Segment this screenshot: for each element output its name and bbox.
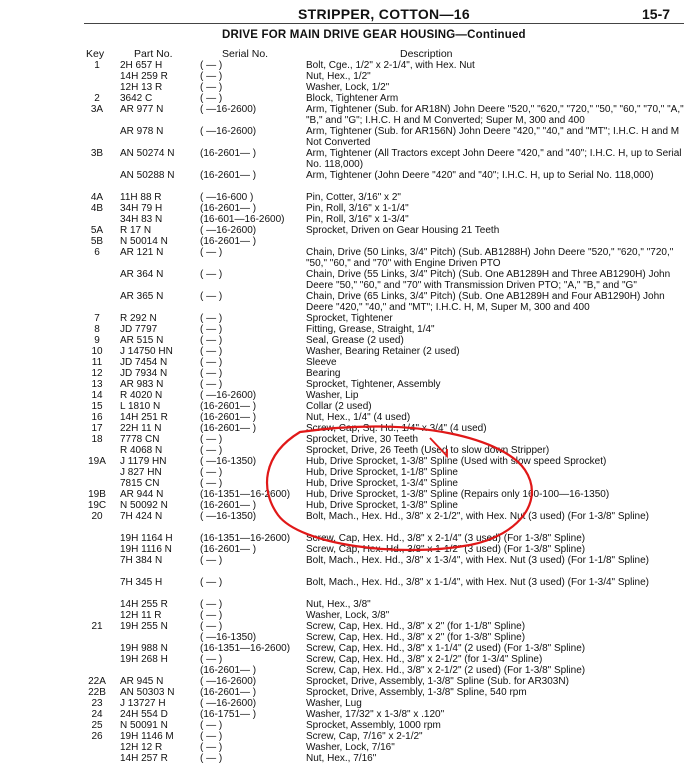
serial-number-cell: (16-1351—16-2600) xyxy=(200,533,291,544)
part-number-cell: 24H 554 D xyxy=(120,709,168,720)
table-row xyxy=(0,313,698,324)
part-number-cell: AN 50274 N xyxy=(120,148,175,159)
part-number-cell: AR 944 N xyxy=(120,489,164,500)
description-cell: Screw, Cap, Hex. Hd., 3/8" x 2-1/2" (2 used) (For 1-3/8" Spline) xyxy=(306,665,586,676)
serial-number-cell: (16-2601— ) xyxy=(200,236,257,247)
serial-number-cell: ( — ) xyxy=(200,368,223,379)
serial-number-cell: ( — ) xyxy=(200,313,223,324)
description-cell: Screw, Cap, 7/16" x 2-1/2" xyxy=(306,731,423,742)
serial-number-cell: ( — ) xyxy=(200,654,223,665)
table-row xyxy=(0,324,698,335)
description-cell: Pin, Roll, 3/16" x 1-1/4" xyxy=(306,203,409,214)
part-number-cell: JD 7454 N xyxy=(120,357,168,368)
key-cell: 4A xyxy=(90,192,104,203)
serial-number-cell: ( —16-2600) xyxy=(200,104,257,115)
description-cell: Sprocket, Driven on Gear Housing 21 Teeth xyxy=(306,225,500,236)
serial-number-cell: ( — ) xyxy=(200,71,223,82)
part-number-cell: L 1810 N xyxy=(120,401,161,412)
key-cell: 4B xyxy=(90,203,104,214)
table-row xyxy=(0,93,698,104)
part-number-cell: 14H 259 R xyxy=(120,71,168,82)
table-row xyxy=(0,577,698,599)
table-row xyxy=(0,225,698,236)
serial-number-cell: ( — ) xyxy=(200,247,223,258)
description-cell: Bolt, Mach., Hex. Hd., 3/8" x 1-3/4", with Hex. Nut (3 used) (For 1-1/8" Spline) xyxy=(306,555,650,566)
serial-number-cell: (16-2601— ) xyxy=(200,203,257,214)
description-cell: Screw, Cap, Sq. Hd., 1/4" x 3/4" (4 used) xyxy=(306,423,487,434)
description-cell: Washer, Bearing Retainer (2 used) xyxy=(306,346,460,357)
column-header-key: Key xyxy=(86,48,105,60)
part-number-cell: 34H 83 N xyxy=(120,214,163,225)
description-cell: Bolt, Mach., Hex. Hd., 3/8" x 1-1/4", with Hex. Nut (3 used) (For 1-3/4" Spline) xyxy=(306,577,650,588)
key-cell: 2 xyxy=(94,93,100,104)
part-number-cell: AR 365 N xyxy=(120,291,164,302)
part-number-cell: 11H 88 R xyxy=(120,192,162,203)
key-cell: 6 xyxy=(94,247,100,258)
part-number-cell: AR 978 N xyxy=(120,126,164,137)
serial-number-cell: ( —16-1350) xyxy=(200,632,257,643)
page-header xyxy=(0,4,698,24)
serial-number-cell: (16-2601— ) xyxy=(200,423,257,434)
serial-number-cell: ( — ) xyxy=(200,555,223,566)
table-row xyxy=(0,335,698,346)
description-cell: Hub, Drive Sprocket, 1-3/8" Spline (Used with slow speed Sprocket) xyxy=(306,456,607,467)
key-cell: 19A xyxy=(88,456,106,467)
table-row xyxy=(0,621,698,632)
table-row xyxy=(0,401,698,412)
description-cell: Screw, Cap, Hex. Hd., 3/8" x 2" (for 1-3/8" Spline) xyxy=(306,632,526,643)
table-row xyxy=(0,269,698,291)
part-number-cell: 2H 657 H xyxy=(120,60,163,71)
table-row xyxy=(0,236,698,247)
table-row xyxy=(0,346,698,357)
key-cell: 8 xyxy=(94,324,100,335)
part-number-cell: AN 50303 N xyxy=(120,687,175,698)
key-cell: 20 xyxy=(91,511,103,522)
serial-number-cell: (16-1351—16-2600) xyxy=(200,489,291,500)
serial-number-cell: (16-2601— ) xyxy=(200,401,257,412)
description-cell: Washer, Lock, 7/16" xyxy=(306,742,395,753)
serial-number-cell: ( — ) xyxy=(200,621,223,632)
part-number-cell: AR 945 N xyxy=(120,676,164,687)
table-row xyxy=(0,467,698,478)
part-number-cell: 7815 CN xyxy=(120,478,160,489)
description-cell: Pin, Cotter, 3/16" x 2" xyxy=(306,192,401,203)
table-row xyxy=(0,753,698,764)
description-cell: Arm, Tightener (John Deere "420" and "40"; I.H.C. H, up to Serial No. 118,000) xyxy=(306,170,654,181)
part-number-cell: R 4020 N xyxy=(120,390,163,401)
part-number-cell: 7H 384 N xyxy=(120,555,163,566)
key-cell: 19B xyxy=(88,489,106,500)
part-number-cell: R 292 N xyxy=(120,313,157,324)
serial-number-cell: (16-601—16-2600) xyxy=(200,214,285,225)
description-cell: Hub, Drive Sprocket, 1-3/8" Spline (Repairs only 160-100—16-1350) xyxy=(306,489,610,500)
table-row xyxy=(0,357,698,368)
key-cell: 7 xyxy=(94,313,100,324)
description-cell: Washer, Lip xyxy=(306,390,359,401)
column-header-serial: Serial No. xyxy=(222,48,269,60)
table-row xyxy=(0,192,698,203)
description-cell: Sprocket, Drive, 26 Teeth (Used to slow down Stripper) xyxy=(306,445,550,456)
part-number-cell: 7778 CN xyxy=(120,434,160,445)
serial-number-cell: ( — ) xyxy=(200,478,223,489)
serial-number-cell: ( — ) xyxy=(200,357,223,368)
description-cell: Arm, Tightener (Sub. for AR156N) John Deere "420," "40," and "MT"; I.H.C. H and M Not Converted xyxy=(306,126,680,148)
key-cell: 24 xyxy=(91,709,103,720)
column-header-part: Part No. xyxy=(134,48,173,60)
key-cell: 10 xyxy=(91,346,103,357)
description-cell: Chain, Drive (55 Links, 3/4" Pitch) (Sub. One AB1289H and Three AB1290H) John Deere "50," "60," and "70" with Transmission Driven PTO; "A," "B," and "G" xyxy=(306,269,671,291)
serial-number-cell: ( —16-2600) xyxy=(200,676,257,687)
serial-number-cell: (16-2601— ) xyxy=(200,544,257,555)
description-cell: Block, Tightener Arm xyxy=(306,93,399,104)
table-row xyxy=(0,720,698,731)
part-number-cell: AN 50288 N xyxy=(120,170,175,181)
serial-number-cell: ( —16-600 ) xyxy=(200,192,254,203)
serial-number-cell: ( —16-2600) xyxy=(200,225,257,236)
table-row xyxy=(0,676,698,687)
part-number-cell: 14H 257 R xyxy=(120,753,168,764)
table-row xyxy=(0,445,698,456)
serial-number-cell: ( — ) xyxy=(200,753,223,764)
key-cell: 3A xyxy=(90,104,104,115)
key-cell: 1 xyxy=(94,60,100,71)
key-cell: 14 xyxy=(91,390,103,401)
table-row xyxy=(0,368,698,379)
description-cell: Washer, Lug xyxy=(306,698,362,709)
description-cell: Sprocket, Drive, Assembly, 1-3/8" Spline, 540 rpm xyxy=(306,687,527,698)
serial-number-cell: ( — ) xyxy=(200,467,223,478)
description-cell: Washer, Lock, 3/8" xyxy=(306,610,390,621)
description-cell: Screw, Cap, Hex. Hd., 3/8" x 1-1/2" (3 used) (For 1-3/8" Spline) xyxy=(306,544,586,555)
part-number-cell: J 14750 HN xyxy=(120,346,173,357)
serial-number-cell: (16-1751— ) xyxy=(200,709,257,720)
part-number-cell: 12H 13 R xyxy=(120,82,163,93)
column-header-description: Description xyxy=(400,48,453,60)
serial-number-cell: ( — ) xyxy=(200,434,223,445)
part-number-cell: AR 515 N xyxy=(120,335,164,346)
key-cell: 16 xyxy=(91,412,103,423)
description-cell: Collar (2 used) xyxy=(306,401,372,412)
description-cell: Screw, Cap, Hex. Hd., 3/8" x 2" (for 1-1/8" Spline) xyxy=(306,621,526,632)
serial-number-cell: ( — ) xyxy=(200,291,223,302)
serial-number-cell: ( — ) xyxy=(200,82,223,93)
description-cell: Seal, Grease (2 used) xyxy=(306,335,404,346)
description-cell: Sprocket, Drive, 30 Teeth xyxy=(306,434,419,445)
description-cell: Hub, Drive Sprocket, 1-1/8" Spline xyxy=(306,467,458,478)
part-number-cell: R 17 N xyxy=(120,225,152,236)
part-number-cell: 19H 255 N xyxy=(120,621,168,632)
description-cell: Pin, Roll, 3/16" x 1-3/4" xyxy=(306,214,409,225)
table-row xyxy=(0,709,698,720)
part-number-cell: 3642 C xyxy=(120,93,153,104)
part-number-cell: 19H 268 H xyxy=(120,654,168,665)
key-cell: 22B xyxy=(88,687,106,698)
part-number-cell: 22H 11 N xyxy=(120,423,162,434)
key-cell: 5A xyxy=(90,225,104,236)
table-row xyxy=(0,379,698,390)
part-number-cell: JD 7934 N xyxy=(120,368,168,379)
part-number-cell: 14H 251 R xyxy=(120,412,168,423)
table-row xyxy=(0,687,698,698)
table-row xyxy=(0,170,698,192)
table-row xyxy=(0,533,698,544)
description-cell: Sprocket, Tightener, Assembly xyxy=(306,379,441,390)
key-cell: 21 xyxy=(91,621,103,632)
parts-table xyxy=(0,60,698,764)
key-cell: 18 xyxy=(91,434,103,445)
serial-number-cell: ( — ) xyxy=(200,346,223,357)
table-row xyxy=(0,544,698,555)
description-cell: Arm, Tightener (Sub. for AR18N) John Deere "520," "620," "720," "50," "60," "70," "A," "B," and "G"; I.H.C. H and M Converted; Super M, 300 and 400 xyxy=(306,104,684,126)
description-cell: Sprocket, Assembly, 1000 rpm xyxy=(306,720,441,731)
part-number-cell: R 4068 N xyxy=(120,445,163,456)
description-cell: Sleeve xyxy=(306,357,337,368)
page-number: 15-7 xyxy=(642,6,671,22)
part-number-cell: AR 977 N xyxy=(120,104,164,115)
table-row xyxy=(0,665,698,676)
key-cell: 5B xyxy=(90,236,104,247)
part-number-cell: AR 121 N xyxy=(120,247,164,258)
table-row xyxy=(0,632,698,643)
serial-number-cell: ( —16-2600) xyxy=(200,126,257,137)
table-row xyxy=(0,82,698,93)
part-number-cell: J 13727 H xyxy=(120,698,166,709)
description-cell: Chain, Drive (50 Links, 3/4" Pitch) (Sub. AB1288H) John Deere "520," "620," "720," "50," "60," and "70" with Engine Driven PTO xyxy=(306,247,674,269)
serial-number-cell: ( — ) xyxy=(200,60,223,71)
table-row xyxy=(0,203,698,214)
header-rule xyxy=(84,23,684,24)
table-row xyxy=(0,610,698,621)
table-row xyxy=(0,698,698,709)
serial-number-cell: (16-2601— ) xyxy=(200,412,257,423)
table-row xyxy=(0,731,698,742)
table-row xyxy=(0,478,698,489)
part-number-cell: J 1179 HN xyxy=(120,456,167,467)
table-row xyxy=(0,60,698,71)
part-number-cell: 34H 79 H xyxy=(120,203,163,214)
serial-number-cell: ( —16-2600) xyxy=(200,698,257,709)
part-number-cell: N 50091 N xyxy=(120,720,168,731)
part-number-cell: 14H 255 R xyxy=(120,599,168,610)
serial-number-cell: ( — ) xyxy=(200,731,223,742)
serial-number-cell: ( — ) xyxy=(200,742,223,753)
key-cell: 22A xyxy=(88,676,106,687)
serial-number-cell: ( — ) xyxy=(200,269,223,280)
table-row xyxy=(0,126,698,148)
description-cell: Washer, 17/32" x 1-3/8" x .120" xyxy=(306,709,445,720)
part-number-cell: J 827 HN xyxy=(120,467,162,478)
key-cell: 15 xyxy=(91,401,103,412)
table-row xyxy=(0,555,698,577)
serial-number-cell: (16-1351—16-2600) xyxy=(200,643,291,654)
table-row xyxy=(0,412,698,423)
key-cell: 19C xyxy=(87,500,107,511)
table-row xyxy=(0,434,698,445)
part-number-cell: N 50014 N xyxy=(120,236,168,247)
description-cell: Screw, Cap, Hex. Hd., 3/8" x 1-1/4" (2 used) (For 1-3/8" Spline) xyxy=(306,643,586,654)
table-row xyxy=(0,643,698,654)
serial-number-cell: ( — ) xyxy=(200,324,223,335)
description-cell: Washer, Lock, 1/2" xyxy=(306,82,390,93)
table-row xyxy=(0,742,698,753)
serial-number-cell: ( — ) xyxy=(200,599,223,610)
serial-number-cell: ( — ) xyxy=(200,335,223,346)
serial-number-cell: ( — ) xyxy=(200,93,223,104)
description-cell: Nut, Hex., 3/8" xyxy=(306,599,371,610)
serial-number-cell: (16-2601— ) xyxy=(200,665,257,676)
table-row xyxy=(0,511,698,533)
table-row xyxy=(0,423,698,434)
part-number-cell: 19H 988 N xyxy=(120,643,168,654)
serial-number-cell: ( — ) xyxy=(200,720,223,731)
table-row xyxy=(0,599,698,610)
serial-number-cell: ( —16-2600) xyxy=(200,390,257,401)
serial-number-cell: ( —16-1350) xyxy=(200,511,257,522)
key-cell: 23 xyxy=(91,698,103,709)
part-number-cell: 7H 345 H xyxy=(120,577,163,588)
description-cell: Bearing xyxy=(306,368,341,379)
serial-number-cell: ( — ) xyxy=(200,610,223,621)
serial-number-cell: ( — ) xyxy=(200,445,223,456)
part-number-cell: AR 983 N xyxy=(120,379,164,390)
description-cell: Screw, Cap, Hex. Hd., 3/8" x 2-1/2" (for 1-3/4" Spline) xyxy=(306,654,543,665)
table-row xyxy=(0,456,698,467)
description-cell: Arm, Tightener (All Tractors except John Deere "420," and "40"; I.H.C. H, up to Serial No. 118,000) xyxy=(306,148,682,170)
table-row xyxy=(0,390,698,401)
part-number-cell: 12H 12 R xyxy=(120,742,163,753)
description-cell: Nut, Hex., 1/2" xyxy=(306,71,371,82)
serial-number-cell: (16-2601— ) xyxy=(200,170,257,181)
key-cell: 26 xyxy=(91,731,103,742)
serial-number-cell: ( — ) xyxy=(200,577,223,588)
serial-number-cell: (16-2601— ) xyxy=(200,500,257,511)
description-cell: Nut, Hex., 1/4" (4 used) xyxy=(306,412,411,423)
table-row xyxy=(0,291,698,313)
description-cell: Sprocket, Tightener xyxy=(306,313,393,324)
table-row xyxy=(0,148,698,170)
description-cell: Sprocket, Drive, Assembly, 1-3/8" Spline (Sub. for AR303N) xyxy=(306,676,569,687)
part-number-cell: 19H 1146 M xyxy=(120,731,174,742)
key-cell: 13 xyxy=(91,379,103,390)
serial-number-cell: ( — ) xyxy=(200,379,223,390)
serial-number-cell: ( —16-1350) xyxy=(200,456,257,467)
table-row xyxy=(0,500,698,511)
key-cell: 25 xyxy=(91,720,103,731)
description-cell: Fitting, Grease, Straight, 1/4" xyxy=(306,324,435,335)
table-row xyxy=(0,104,698,126)
key-cell: 3B xyxy=(90,148,104,159)
key-cell: 17 xyxy=(91,423,103,434)
part-number-cell: 7H 424 N xyxy=(120,511,163,522)
part-number-cell: AR 364 N xyxy=(120,269,164,280)
table-row xyxy=(0,71,698,82)
description-cell: Nut, Hex., 7/16" xyxy=(306,753,377,764)
serial-number-cell: (16-2601— ) xyxy=(200,148,257,159)
part-number-cell: 19H 1164 H xyxy=(120,533,173,544)
part-number-cell: N 50092 N xyxy=(120,500,168,511)
description-cell: Hub, Drive Sprocket, 1-3/8" Spline xyxy=(306,500,458,511)
description-cell: Hub, Drive Sprocket, 1-3/4" Spline xyxy=(306,478,458,489)
page-title: STRIPPER, COTTON—16 xyxy=(298,6,470,22)
key-cell: 12 xyxy=(91,368,103,379)
table-row xyxy=(0,214,698,225)
description-cell: Screw, Cap, Hex. Hd., 3/8" x 2-1/4" (3 used) (For 1-3/8" Spline) xyxy=(306,533,586,544)
table-row xyxy=(0,247,698,269)
part-number-cell: JD 7797 xyxy=(120,324,158,335)
key-cell: 9 xyxy=(94,335,100,346)
table-row xyxy=(0,654,698,665)
serial-number-cell: (16-2601— ) xyxy=(200,687,257,698)
description-cell: Chain, Drive (65 Links, 3/4" Pitch) (Sub. One AB1289H and Four AB1290H) John Deere "420," "40," and "MT"; I.H.C. H, M, Super M, 300 and 400 xyxy=(306,291,665,313)
table-row xyxy=(0,489,698,500)
part-number-cell: 19H 1116 N xyxy=(120,544,172,555)
key-cell: 11 xyxy=(91,357,103,368)
description-cell: Bolt, Cge., 1/2" x 2-1/4", with Hex. Nut xyxy=(306,60,475,71)
description-cell: Bolt, Mach., Hex. Hd., 3/8" x 2-1/2", with Hex. Nut (3 used) (For 1-3/8" Spline) xyxy=(306,511,650,522)
part-number-cell: 12H 11 R xyxy=(120,610,162,621)
section-title: DRIVE FOR MAIN DRIVE GEAR HOUSING—Continued xyxy=(222,29,526,41)
